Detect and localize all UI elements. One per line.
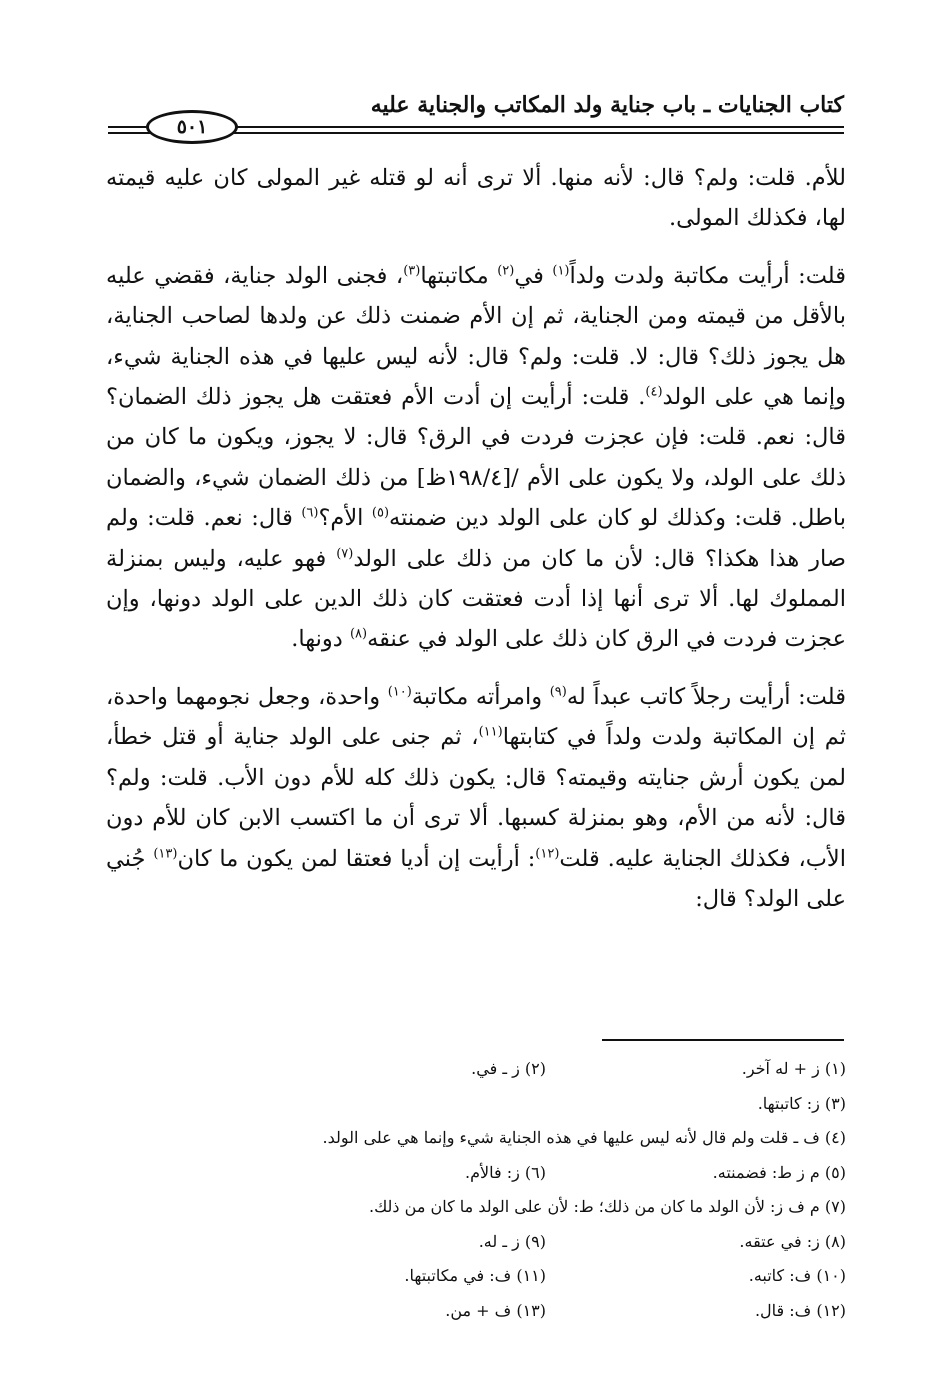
footnote: (١٣) ف + من. xyxy=(445,1300,546,1320)
paragraph: للأم. قلت: ولم؟ قال: لأنه منها. ألا ترى أنه لو قتله غير المولى كان عليه قيمته لها، فكذلك المولى. xyxy=(106,165,846,232)
footnote: (١) ز + له آخر. xyxy=(741,1059,846,1078)
footnote: (٦) ز: فالأم. xyxy=(464,1162,546,1182)
page-header xyxy=(108,88,844,158)
footnote-row xyxy=(140,1156,846,1191)
footnote: (١١) ف: في مكاتبتها. xyxy=(404,1266,546,1285)
footnote-row xyxy=(140,1259,846,1294)
page-number: ٥٠١ xyxy=(146,110,238,144)
footnote: (٢) ز ـ في. xyxy=(471,1059,546,1078)
paragraph: قلت: أرأيت مكاتبة ولدت ولداً$^{(١)}$ في$^{(٢)}$ مكاتبتها$^{(٣)}$، فجنى الولد جناية، فقضي عليه بالأقل من قيمته ومن الجناية، ثم إن الأم ضمنت ذلك عن ولدها لصاحب الجناية، هل يجوز ذلك؟ قال: لا. قلت: ولم؟ قال: لأنه ليس عليها في هذه الجناية شيء، وإنما هي على الولد$^{(٤)}$. قلت: أرأيت إن أدت الأم فعتقت هل يجوز ذلك الضمان؟ قال: نعم. قلت: فإن عجزت فردت في الرق؟ قال: لا يجوز، ويكون ما كان من ذلك على الولد، ولا يكون على الأم /[١٩٨/٤ظ] من ذلك الضمان شيء، والضمان باطل. قلت: وكذلك لو كان على الولد دين ضمنته$^{(٥)}$ الأم؟$^{(٦)}$ قال: نعم. قلت: ولم صار هذا هكذا؟ قال: لأن ما كان من ذلك على الولد$^{(٧)}$ فهو عليه، وليس بمنزلة المملوك لها. ألا ترى أنها إذا أدت فعتقت كان ذلك الدين على الولد دونها، وإن عجزت فردت في الرق كان ذلك على الولد في عنقه$^{(٨)}$ دونها. xyxy=(106,262,847,653)
footnote: (١٠) ف: كاتبه. xyxy=(748,1266,846,1285)
footnote-row xyxy=(140,1294,846,1329)
footnote-row xyxy=(140,1225,846,1260)
footnote-separator xyxy=(602,1039,844,1041)
footnote: (٩) ز ـ له. xyxy=(478,1231,546,1251)
footnotes xyxy=(140,1052,846,1328)
footnote: (٤) ف ـ قلت ولم قال لأنه ليس عليها في هذه الجناية شيء وإنما هي على الولد. xyxy=(322,1128,846,1147)
main-text xyxy=(106,158,846,936)
footnote: (٥) م ز ط: فضمنته. xyxy=(712,1162,846,1182)
footnote-row xyxy=(140,1121,846,1156)
running-title: كتاب الجنايات ـ باب جناية ولد المكاتب والجناية عليه xyxy=(370,92,844,118)
footnote-row xyxy=(140,1190,846,1225)
paragraph: قلت: أرأيت رجلاً كاتب عبداً له$^{(٩)}$ وامرأته مكاتبة$^{(١٠)}$ واحدة، وجعل نجومهما واحدة، ثم إن المكاتبة ولدت ولداً في كتابتها$^{(١١)}$، ثم جنى على الولد جناية أو قتل خطأ، لمن يكون أرش جنايته وقيمته؟ قال: يكون ذلك كله للأم دون الأب. قلت: ولم؟ قال: لأنه من الأم، وهو بمنزلة كسبها. ألا ترى أن ما اكتسب الابن كان للأم دون الأب، فكذلك الجناية عليه. قلت$^{(١٢)}$: أرأيت إن أديا فعتقا لمن يكون ما كان$^{(١٣)}$ جُني على الولد؟ قال: xyxy=(106,683,846,912)
footnote: (٣) ز: كاتبتها. xyxy=(757,1093,846,1113)
footnote: (١٢) ف: قال. xyxy=(754,1300,846,1320)
footnote: (٨) ز: في عتقه. xyxy=(739,1231,846,1251)
footnote-row xyxy=(140,1087,846,1122)
footnote-row xyxy=(140,1052,846,1087)
footnote: (٧) م ف ز: لأن الولد ما كان من ذلك؛ ط: لأن على الولد ما كان من ذلك. xyxy=(368,1197,846,1216)
